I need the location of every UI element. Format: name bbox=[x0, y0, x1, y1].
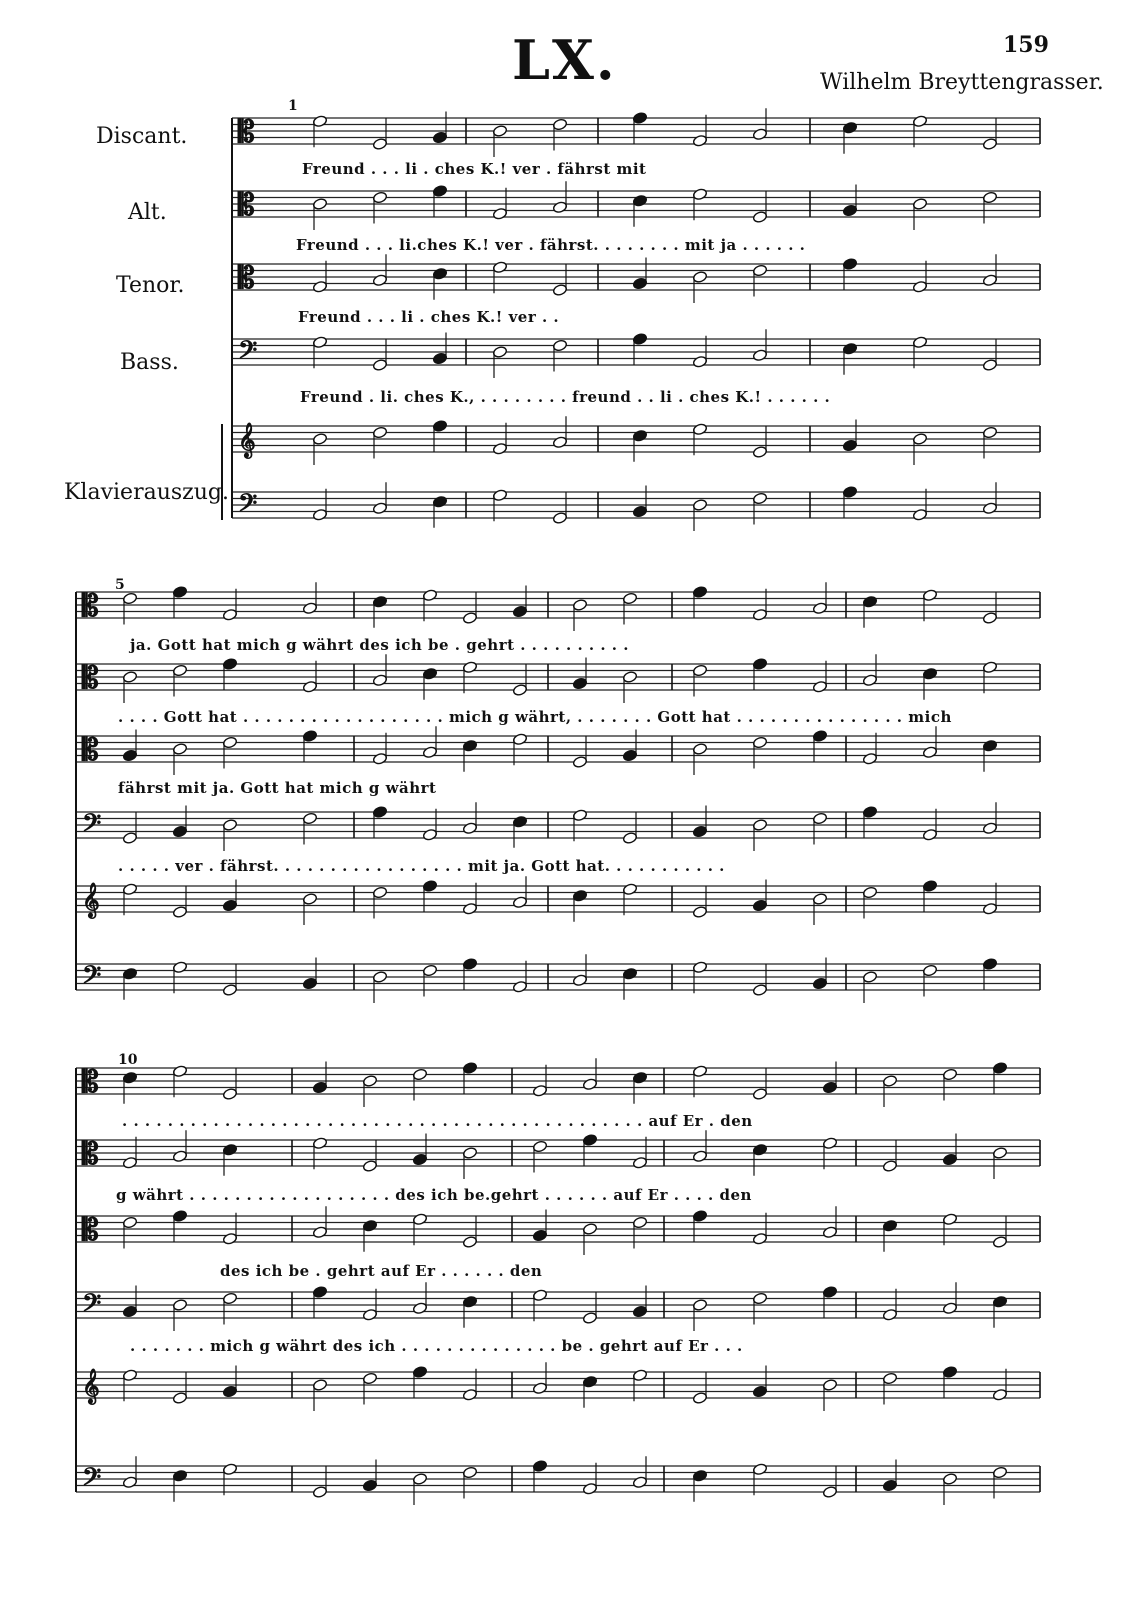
note-head bbox=[552, 512, 567, 525]
note-head bbox=[752, 819, 767, 832]
note-head bbox=[302, 602, 317, 615]
note-head bbox=[982, 502, 997, 515]
note-head bbox=[982, 958, 997, 971]
note-head bbox=[512, 684, 527, 697]
note-head bbox=[362, 1308, 377, 1321]
note-head bbox=[412, 1068, 427, 1081]
note-head bbox=[862, 674, 877, 687]
note-head bbox=[122, 671, 137, 684]
note-head bbox=[432, 420, 447, 433]
note-head bbox=[122, 592, 137, 605]
note-head bbox=[882, 1075, 897, 1088]
note-head bbox=[172, 1469, 187, 1482]
note-head bbox=[552, 118, 567, 131]
note-head bbox=[312, 280, 327, 293]
c-clef-icon: 𝄡 bbox=[82, 1213, 99, 1248]
note-head bbox=[312, 508, 327, 521]
note-head bbox=[882, 1479, 897, 1492]
note-head bbox=[692, 1210, 707, 1223]
note-head bbox=[922, 746, 937, 759]
note-head bbox=[172, 1392, 187, 1405]
note-head bbox=[922, 828, 937, 841]
note-head bbox=[532, 1140, 547, 1153]
note-head bbox=[982, 661, 997, 674]
note-head bbox=[312, 1137, 327, 1150]
note-head bbox=[422, 964, 437, 977]
note-head bbox=[622, 592, 637, 605]
note-head bbox=[692, 355, 707, 368]
note-head bbox=[122, 1156, 137, 1169]
note-head bbox=[572, 809, 587, 822]
note-head bbox=[572, 756, 587, 769]
note-head bbox=[842, 486, 857, 499]
treble-clef-icon: 𝄞 bbox=[82, 883, 100, 918]
lyric-line-bass: . . . . . . . mich g wӓhrt des ich . . . . . . . . . . . . . . be . gehrt auf Er . . . bbox=[130, 1337, 743, 1355]
note-head bbox=[922, 880, 937, 893]
c-clef-icon: 𝄡 bbox=[238, 188, 255, 223]
note-head bbox=[422, 746, 437, 759]
note-head bbox=[752, 899, 767, 912]
note-head bbox=[942, 1302, 957, 1315]
note-head bbox=[862, 595, 877, 608]
note-head bbox=[752, 1463, 767, 1476]
note-head bbox=[372, 752, 387, 765]
note-head bbox=[462, 1466, 477, 1479]
note-head bbox=[992, 1388, 1007, 1401]
note-head bbox=[462, 612, 477, 625]
c-clef-icon: 𝄡 bbox=[82, 1065, 99, 1100]
note-head bbox=[422, 880, 437, 893]
note-head bbox=[812, 812, 827, 825]
note-head bbox=[172, 1299, 187, 1312]
note-head bbox=[882, 1372, 897, 1385]
c-clef-icon: 𝄡 bbox=[238, 261, 255, 296]
note-head bbox=[942, 1473, 957, 1486]
note-head bbox=[492, 261, 507, 274]
note-head bbox=[422, 667, 437, 680]
note-head bbox=[222, 736, 237, 749]
note-head bbox=[992, 1147, 1007, 1160]
note-head bbox=[692, 188, 707, 201]
note-head bbox=[942, 1213, 957, 1226]
lyric-line-alt: g wӓhrt . . . . . . . . . . . . . . . . . . des ich be.gehrt . . . . . . auf Er . . . . den bbox=[116, 1186, 752, 1204]
note-head bbox=[692, 664, 707, 677]
note-head bbox=[462, 1388, 477, 1401]
note-head bbox=[312, 433, 327, 446]
note-head bbox=[752, 349, 767, 362]
note-head bbox=[572, 889, 587, 902]
note-head bbox=[842, 258, 857, 271]
note-head bbox=[692, 1299, 707, 1312]
note-head bbox=[572, 599, 587, 612]
bass-clef-icon: 𝄢 bbox=[82, 809, 102, 844]
note-head bbox=[692, 134, 707, 147]
note-head bbox=[432, 185, 447, 198]
note-head bbox=[362, 1160, 377, 1173]
measure-number: 1 bbox=[288, 98, 298, 114]
note-head bbox=[412, 1153, 427, 1166]
note-head bbox=[122, 749, 137, 762]
note-head bbox=[752, 658, 767, 671]
note-head bbox=[492, 207, 507, 220]
note-head bbox=[172, 1065, 187, 1078]
lyric-line-alt: . . . . Gott hat . . . . . . . . . . . . . . . . . . mich g wӓhrt, . . . . . . . Gott hat . . . . . . . . . . . . . . . mich bbox=[118, 708, 952, 726]
note-head bbox=[222, 1088, 237, 1101]
note-head bbox=[942, 1153, 957, 1166]
note-head bbox=[312, 1379, 327, 1392]
note-head bbox=[692, 1469, 707, 1482]
bass-clef-icon: 𝄢 bbox=[238, 489, 258, 524]
note-head bbox=[982, 138, 997, 151]
bass-clef-icon: 𝄢 bbox=[82, 1289, 102, 1324]
note-head bbox=[582, 1078, 597, 1091]
part-label-discant: Discant. bbox=[96, 124, 188, 149]
note-head bbox=[222, 1232, 237, 1245]
note-head bbox=[462, 739, 477, 752]
note-head bbox=[462, 1147, 477, 1160]
measure-number: 5 bbox=[115, 577, 125, 593]
note-head bbox=[692, 743, 707, 756]
note-head bbox=[422, 589, 437, 602]
note-head bbox=[412, 1366, 427, 1379]
note-head bbox=[462, 1295, 477, 1308]
note-head bbox=[492, 442, 507, 455]
note-head bbox=[632, 1156, 647, 1169]
note-head bbox=[512, 815, 527, 828]
note-head bbox=[842, 342, 857, 355]
composer-name: Wilhelm Breyttengrasser. bbox=[820, 70, 1104, 95]
note-head bbox=[862, 752, 877, 765]
note-head bbox=[752, 211, 767, 224]
note-head bbox=[462, 902, 477, 915]
note-head bbox=[122, 967, 137, 980]
page-number: 159 bbox=[1003, 32, 1049, 58]
treble-clef-icon: 𝄞 bbox=[238, 423, 256, 458]
note-head bbox=[312, 198, 327, 211]
note-head bbox=[222, 984, 237, 997]
note-head bbox=[552, 201, 567, 214]
note-head bbox=[692, 586, 707, 599]
note-head bbox=[622, 967, 637, 980]
bass-clef-icon: 𝄢 bbox=[82, 961, 102, 996]
note-head bbox=[512, 605, 527, 618]
note-head bbox=[432, 495, 447, 508]
note-head bbox=[692, 906, 707, 919]
note-head bbox=[372, 971, 387, 984]
note-head bbox=[372, 806, 387, 819]
note-head bbox=[582, 1375, 597, 1388]
c-clef-icon: 𝄡 bbox=[82, 733, 99, 768]
note-head bbox=[302, 893, 317, 906]
note-head bbox=[532, 1460, 547, 1473]
note-head bbox=[122, 1216, 137, 1229]
note-head bbox=[302, 730, 317, 743]
note-head bbox=[982, 822, 997, 835]
note-head bbox=[172, 825, 187, 838]
note-head bbox=[942, 1366, 957, 1379]
note-head bbox=[982, 426, 997, 439]
note-head bbox=[752, 1232, 767, 1245]
note-head bbox=[572, 677, 587, 690]
note-head bbox=[302, 812, 317, 825]
note-head bbox=[882, 1160, 897, 1173]
note-head bbox=[632, 1305, 647, 1318]
treble-clef-icon: 𝄞 bbox=[82, 1369, 100, 1404]
bass-clef-icon: 𝄢 bbox=[238, 336, 258, 371]
note-head bbox=[922, 667, 937, 680]
note-head bbox=[122, 1476, 137, 1489]
note-head bbox=[752, 1292, 767, 1305]
note-head bbox=[432, 352, 447, 365]
c-clef-icon: 𝄡 bbox=[82, 589, 99, 624]
note-head bbox=[862, 971, 877, 984]
c-clef-icon: 𝄡 bbox=[238, 115, 255, 150]
note-head bbox=[752, 736, 767, 749]
note-head bbox=[172, 586, 187, 599]
note-head bbox=[372, 138, 387, 151]
note-head bbox=[692, 825, 707, 838]
note-head bbox=[822, 1081, 837, 1094]
note-head bbox=[512, 733, 527, 746]
note-head bbox=[632, 194, 647, 207]
note-head bbox=[992, 1236, 1007, 1249]
note-head bbox=[372, 595, 387, 608]
piece-title: LX. bbox=[512, 28, 617, 92]
note-head bbox=[222, 1143, 237, 1156]
note-head bbox=[462, 1236, 477, 1249]
note-head bbox=[632, 112, 647, 125]
note-head bbox=[912, 115, 927, 128]
note-head bbox=[372, 674, 387, 687]
note-head bbox=[372, 502, 387, 515]
note-head bbox=[692, 1150, 707, 1163]
note-head bbox=[632, 505, 647, 518]
note-head bbox=[122, 1071, 137, 1084]
note-head bbox=[942, 1068, 957, 1081]
note-head bbox=[812, 730, 827, 743]
note-head bbox=[752, 264, 767, 277]
note-head bbox=[172, 961, 187, 974]
measure-number: 10 bbox=[118, 1052, 138, 1068]
part-label-klavier: Klavierauszug. bbox=[64, 480, 229, 505]
bass-clef-icon: 𝄢 bbox=[82, 1463, 102, 1498]
note-head bbox=[632, 1216, 647, 1229]
note-head bbox=[172, 1150, 187, 1163]
note-head bbox=[692, 1392, 707, 1405]
note-head bbox=[752, 984, 767, 997]
note-head bbox=[372, 426, 387, 439]
note-head bbox=[992, 1062, 1007, 1075]
note-head bbox=[422, 828, 437, 841]
note-head bbox=[312, 1486, 327, 1499]
note-head bbox=[312, 115, 327, 128]
note-head bbox=[582, 1312, 597, 1325]
note-head bbox=[532, 1229, 547, 1242]
note-head bbox=[122, 1305, 137, 1318]
note-head bbox=[462, 822, 477, 835]
note-head bbox=[312, 1081, 327, 1094]
lyric-line-tenor: Freund . . . li . ches K.! ver . . bbox=[298, 308, 560, 326]
note-head bbox=[172, 906, 187, 919]
part-label-bass: Bass. bbox=[120, 350, 179, 375]
note-head bbox=[122, 1369, 137, 1382]
note-head bbox=[622, 883, 637, 896]
note-head bbox=[582, 1134, 597, 1147]
note-head bbox=[822, 1486, 837, 1499]
note-head bbox=[982, 612, 997, 625]
note-head bbox=[992, 1466, 1007, 1479]
note-head bbox=[692, 271, 707, 284]
note-head bbox=[512, 896, 527, 909]
lyric-line-tenor: des ich be . gehrt auf Er . . . . . . den bbox=[220, 1262, 543, 1280]
note-head bbox=[992, 1295, 1007, 1308]
note-head bbox=[632, 333, 647, 346]
note-head bbox=[982, 739, 997, 752]
note-head bbox=[692, 499, 707, 512]
note-head bbox=[622, 671, 637, 684]
note-head bbox=[822, 1286, 837, 1299]
note-head bbox=[372, 886, 387, 899]
note-head bbox=[822, 1137, 837, 1150]
note-head bbox=[822, 1226, 837, 1239]
note-head bbox=[312, 1226, 327, 1239]
note-head bbox=[982, 191, 997, 204]
note-head bbox=[492, 489, 507, 502]
note-head bbox=[822, 1379, 837, 1392]
note-head bbox=[912, 336, 927, 349]
note-head bbox=[752, 1088, 767, 1101]
note-head bbox=[122, 883, 137, 896]
note-head bbox=[172, 1210, 187, 1223]
note-head bbox=[912, 280, 927, 293]
note-head bbox=[582, 1223, 597, 1236]
note-head bbox=[532, 1289, 547, 1302]
note-head bbox=[862, 886, 877, 899]
note-head bbox=[842, 121, 857, 134]
note-head bbox=[752, 1143, 767, 1156]
note-head bbox=[812, 893, 827, 906]
note-head bbox=[812, 680, 827, 693]
note-head bbox=[922, 589, 937, 602]
note-head bbox=[222, 1463, 237, 1476]
note-head bbox=[692, 423, 707, 436]
note-head bbox=[912, 433, 927, 446]
lyric-line-alt: Freund . . . li.ches K.! ver . fährst. . . . . . . . mit ja . . . . . . bbox=[296, 236, 806, 254]
note-head bbox=[622, 832, 637, 845]
note-head bbox=[362, 1479, 377, 1492]
note-head bbox=[172, 743, 187, 756]
note-head bbox=[222, 899, 237, 912]
note-head bbox=[752, 128, 767, 141]
note-head bbox=[632, 1369, 647, 1382]
part-label-tenor: Tenor. bbox=[116, 273, 185, 298]
note-head bbox=[362, 1075, 377, 1088]
note-head bbox=[912, 198, 927, 211]
c-clef-icon: 𝄡 bbox=[82, 1137, 99, 1172]
note-head bbox=[812, 977, 827, 990]
note-head bbox=[312, 1286, 327, 1299]
note-head bbox=[462, 958, 477, 971]
note-head bbox=[882, 1219, 897, 1232]
lyric-line-discant: Freund . . . li . ches K.! ver . fährst mit bbox=[302, 160, 647, 178]
note-head bbox=[752, 492, 767, 505]
note-head bbox=[302, 680, 317, 693]
note-head bbox=[582, 1482, 597, 1495]
note-head bbox=[312, 336, 327, 349]
note-head bbox=[692, 961, 707, 974]
lyric-line-tenor: fährst mit ja. Gott hat mich g wӓhrt bbox=[118, 779, 437, 797]
note-head bbox=[462, 661, 477, 674]
note-head bbox=[222, 658, 237, 671]
note-head bbox=[532, 1382, 547, 1395]
note-head bbox=[532, 1084, 547, 1097]
note-head bbox=[492, 346, 507, 359]
note-head bbox=[812, 602, 827, 615]
note-head bbox=[632, 1071, 647, 1084]
lyric-line-bass: Freund . li. ches K., . . . . . . . . freund . . li . ches K.! . . . . . . bbox=[300, 388, 831, 406]
note-head bbox=[362, 1219, 377, 1232]
note-head bbox=[222, 1385, 237, 1398]
note-head bbox=[412, 1213, 427, 1226]
note-head bbox=[632, 277, 647, 290]
note-head bbox=[172, 664, 187, 677]
lyric-line-discant: . . . . . . . . . . . . . . . . . . . . . . . . . . . . . . . . . . . . . . . . . . . . . . auf Er . den bbox=[122, 1112, 753, 1130]
note-head bbox=[982, 902, 997, 915]
note-head bbox=[632, 1476, 647, 1489]
note-head bbox=[302, 977, 317, 990]
note-head bbox=[362, 1372, 377, 1385]
note-head bbox=[572, 974, 587, 987]
note-head bbox=[412, 1473, 427, 1486]
note-head bbox=[412, 1302, 427, 1315]
note-head bbox=[922, 964, 937, 977]
note-head bbox=[222, 1292, 237, 1305]
note-head bbox=[122, 832, 137, 845]
note-head bbox=[462, 1062, 477, 1075]
note-head bbox=[862, 806, 877, 819]
note-head bbox=[222, 819, 237, 832]
note-head bbox=[432, 131, 447, 144]
note-head bbox=[372, 359, 387, 372]
part-label-alt: Alt. bbox=[128, 200, 167, 225]
note-head bbox=[432, 267, 447, 280]
note-head bbox=[632, 429, 647, 442]
note-head bbox=[372, 274, 387, 287]
note-head bbox=[692, 1065, 707, 1078]
note-head bbox=[982, 359, 997, 372]
note-head bbox=[752, 1385, 767, 1398]
note-head bbox=[552, 436, 567, 449]
note-head bbox=[552, 339, 567, 352]
note-head bbox=[752, 608, 767, 621]
lyric-line-discant: ja. Gott hat mich g wӓhrt des ich be . gehrt . . . . . . . . . . bbox=[130, 636, 629, 654]
note-head bbox=[842, 204, 857, 217]
note-head bbox=[842, 439, 857, 452]
note-head bbox=[372, 191, 387, 204]
note-head bbox=[492, 125, 507, 138]
note-head bbox=[622, 749, 637, 762]
lyric-line-bass: . . . . . ver . fährst. . . . . . . . . . . . . . . . . mit ja. Gott hat. . . . . . . . . . . bbox=[118, 857, 725, 875]
note-head bbox=[912, 508, 927, 521]
c-clef-icon: 𝄡 bbox=[82, 661, 99, 696]
note-head bbox=[222, 608, 237, 621]
note-head bbox=[752, 446, 767, 459]
note-head bbox=[552, 284, 567, 297]
note-head bbox=[982, 274, 997, 287]
note-head bbox=[882, 1308, 897, 1321]
note-head bbox=[512, 980, 527, 993]
